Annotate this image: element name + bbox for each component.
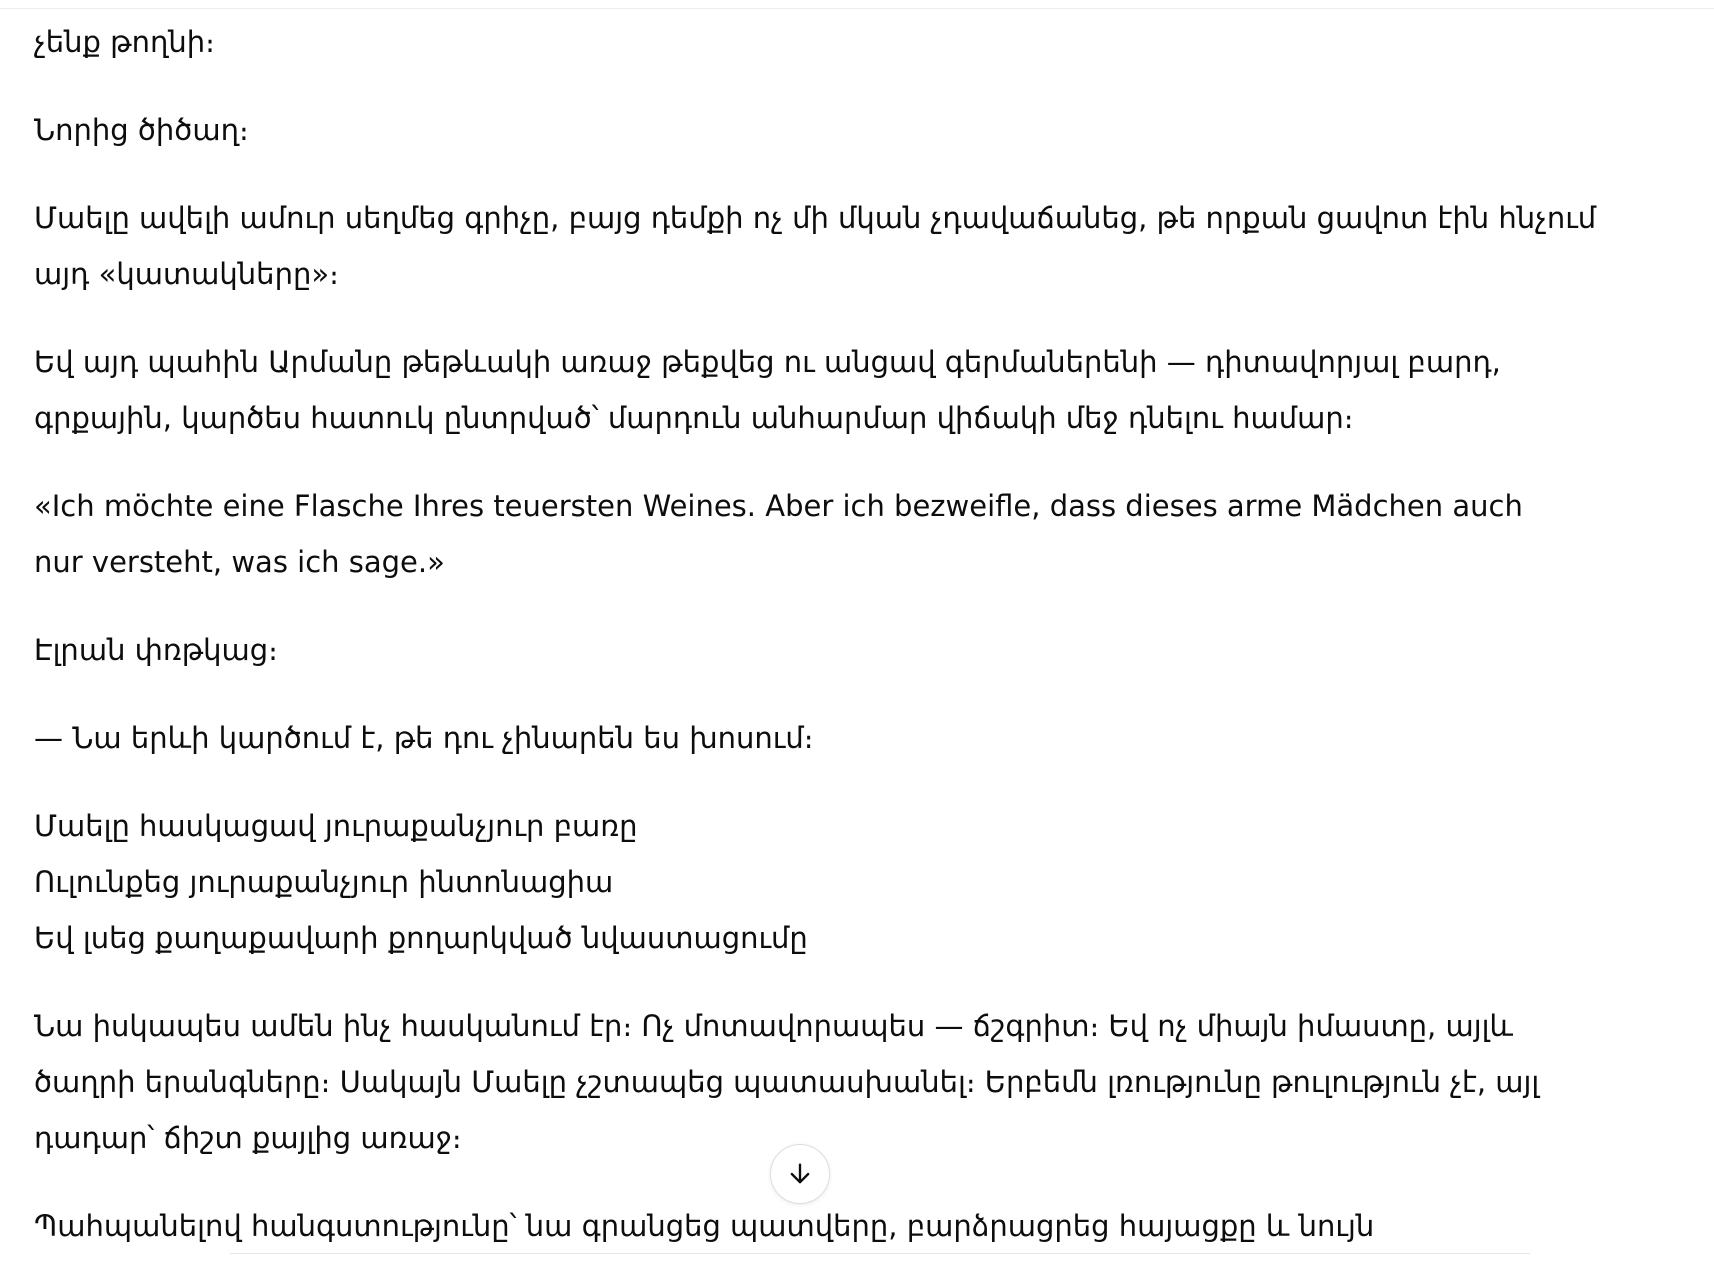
- paragraph-3-line-2: այդ «կատակները»։: [34, 257, 339, 291]
- paragraph-9-line-2: ծաղրի երանգները։ Սակայն Մաելը չշտապեց պատասխանել։ Երբեմն լռությունը թուլություն չէ, այլ: [34, 1065, 1540, 1099]
- paragraph-3-line-1: Մաելը ավելի ամուր սեղմեց գրիչը, բայց դեմքի ոչ մի մկան չդավաճանեց, թե որքան ցավոտ էին հնչում: [34, 201, 1597, 235]
- paragraph-6: Էլրան փռթկաց։: [34, 633, 278, 667]
- paragraph-10: Պահպանելով հանգստությունը՝ նա գրանցեց պատվերը, բարձրացրեց հայացքը և նույն: [34, 1209, 1375, 1243]
- paragraph-9-line-3: դադար՝ ճիշտ քայլից առաջ։: [34, 1121, 462, 1155]
- german-quote: [34, 478, 1634, 590]
- scroll-to-bottom-button[interactable]: [770, 1144, 830, 1204]
- paragraph-4: [34, 334, 1634, 446]
- german-quote-line-2: nur versteht, was ich sage.»: [34, 545, 445, 579]
- arrow-down-icon: [786, 1160, 814, 1188]
- paragraph-8: [34, 798, 1634, 966]
- paragraph-2: Նորից ծիծաղ։: [34, 113, 249, 147]
- paragraph-4-line-1: Եվ այդ պահին Արմանը թեթևակի առաջ թեքվեց ու անցավ գերմաներենի — դիտավորյալ բարդ,: [34, 345, 1501, 379]
- paragraph-4-line-2: գրքային, կարծես հատուկ ընտրված՝ մարդուն անհարմար վիճակի մեջ դնելու համար։: [34, 401, 1354, 435]
- paragraph-1: չենք թողնի։: [34, 25, 215, 59]
- composer-top-edge: [230, 1253, 1530, 1254]
- paragraph-9-line-1: Նա իսկապես ամեն ինչ հասկանում էր։ Ոչ մոտավորապես — ճշգրիտ։ Եվ ոչ միայն իմաստը, այլև: [34, 1009, 1514, 1043]
- paragraph-9: [34, 998, 1634, 1166]
- paragraph-7: — Նա երևի կարծում է, թե դու չինարեն ես խոսում։: [34, 721, 814, 755]
- paragraph-8-line-3: Եվ լսեց քաղաքավարի քողարկված նվաստացումը: [34, 921, 808, 955]
- paragraph-8-line-1: Մաելը հասկացավ յուրաքանչյուր բառը: [34, 809, 638, 843]
- top-divider: [0, 8, 1714, 9]
- paragraph-3: [34, 190, 1634, 302]
- message-content: [34, 14, 1634, 1286]
- german-quote-line-1: «Ich möchte eine Flasche Ihres teuersten Weines. Aber ich bezweifle, dass dieses arme Mädchen auch: [34, 489, 1523, 523]
- paragraph-8-line-2: Ուլունքեց յուրաքանչյուր ինտոնացիա: [34, 865, 614, 899]
